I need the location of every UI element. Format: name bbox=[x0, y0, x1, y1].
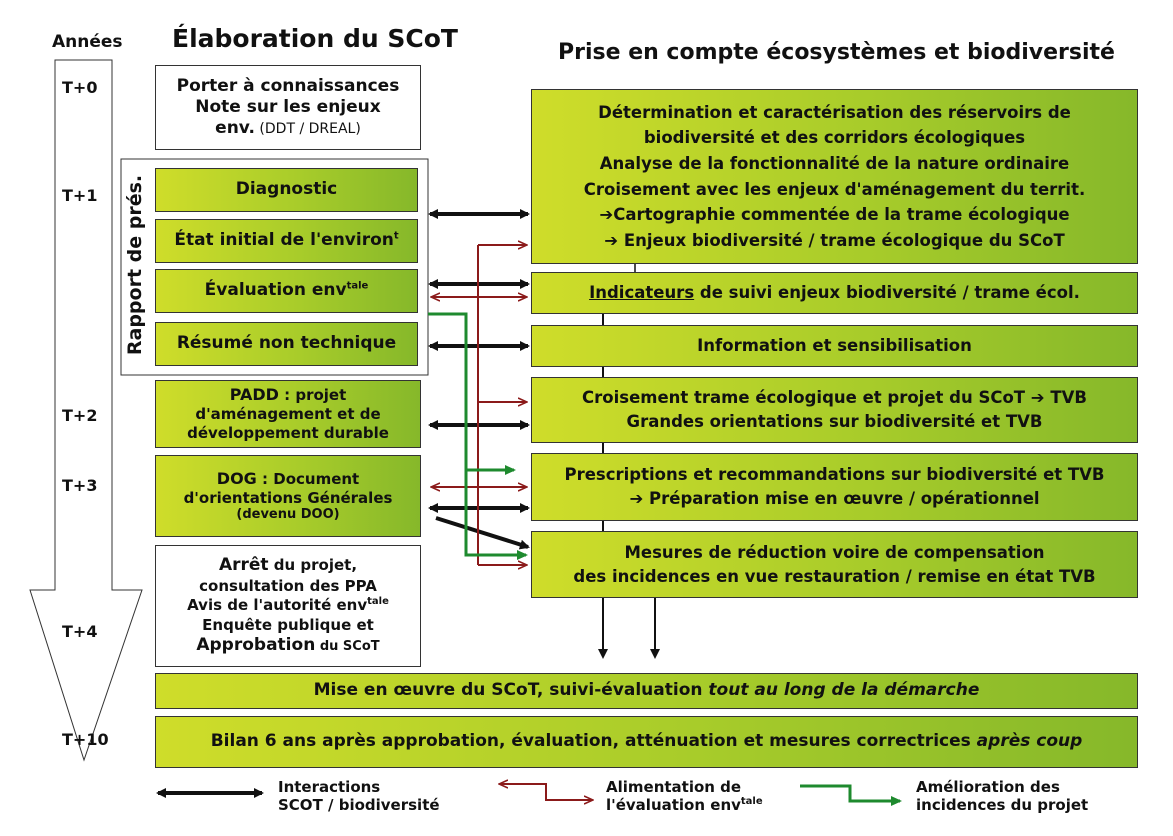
mise-en-oeuvre-bar: Mise en œuvre du SCoT, suivi-évaluation tout au long de la démarche bbox=[155, 673, 1138, 709]
evaluation-box: Évaluation env$^{tale}$ bbox=[155, 269, 418, 313]
diagnostic-box: Diagnostic bbox=[155, 168, 418, 212]
prise-header: Prise en compte écosystèmes et biodiversité bbox=[558, 40, 1115, 65]
legend-green-arrow bbox=[800, 786, 900, 801]
prescriptions-box: Prescriptions et recommandations sur biodiversité et TVB ➔ Préparation mise en œuvre / opérationnel bbox=[531, 453, 1138, 521]
black-arrow-diag-mesures bbox=[436, 518, 528, 547]
dog-box: DOG : Document d'orientations Générales (devenu DOO) bbox=[155, 455, 421, 537]
year-t1: T+1 bbox=[62, 186, 98, 205]
legend-green-text: Amélioration des incidences du projet bbox=[916, 778, 1089, 814]
determination-box: Détermination et caractérisation des réservoirs de biodiversité et des corridors écologiques Analyse de la fonctionnalité de la nature ordinaire Croisement avec les enjeux d'aménagement du territ. ➔Cartographie commentée de la trame écologique ➔ Enjeux biodiversité / trame écologique du SCoT bbox=[531, 89, 1138, 264]
etat-box: État initial de l'environ$^t$ bbox=[155, 219, 418, 263]
year-t10: T+10 bbox=[62, 730, 109, 749]
bilan-bar: Bilan 6 ans après approbation, évaluation, atténuation et mesures correctrices après coup bbox=[155, 716, 1138, 768]
indicateurs-box: Indicateurs de suivi enjeux biodiversité / trame écol. bbox=[531, 272, 1138, 314]
rapport-label: Rapport de prés. bbox=[124, 174, 146, 356]
croisement-box: Croisement trame écologique et projet du SCoT ➔ TVB Grandes orientations sur biodiversité et TVB bbox=[531, 377, 1138, 443]
information-box: Information et sensibilisation bbox=[531, 325, 1138, 367]
legend-red-text: Alimentation de l'évaluation env$^{tale}$ bbox=[606, 778, 763, 814]
year-t2: T+2 bbox=[62, 406, 98, 425]
arret-box: Arrêt du projet, consultation des PPA Avis de l'autorité env$^{tale}$ Enquête publique et Approbation du SCoT bbox=[155, 545, 421, 667]
elaboration-header: Élaboration du SCoT bbox=[172, 24, 458, 53]
padd-box: PADD : projet d'aménagement et de développement durable bbox=[155, 380, 421, 448]
years-header: Années bbox=[52, 32, 123, 52]
resume-box: Résumé non technique bbox=[155, 322, 418, 366]
mesures-box: Mesures de réduction voire de compensation des incidences en vue restauration / remise en état TVB bbox=[531, 531, 1138, 598]
year-t4: T+4 bbox=[62, 622, 98, 641]
legend-black-text: Interactions SCOT / biodiversité bbox=[278, 778, 440, 814]
porter-box: Porter à connaissances Note sur les enjeux env. (DDT / DREAL) bbox=[155, 65, 421, 150]
year-t0: T+0 bbox=[62, 78, 98, 97]
legend-red-arrow bbox=[500, 784, 592, 800]
year-t3: T+3 bbox=[62, 476, 98, 495]
